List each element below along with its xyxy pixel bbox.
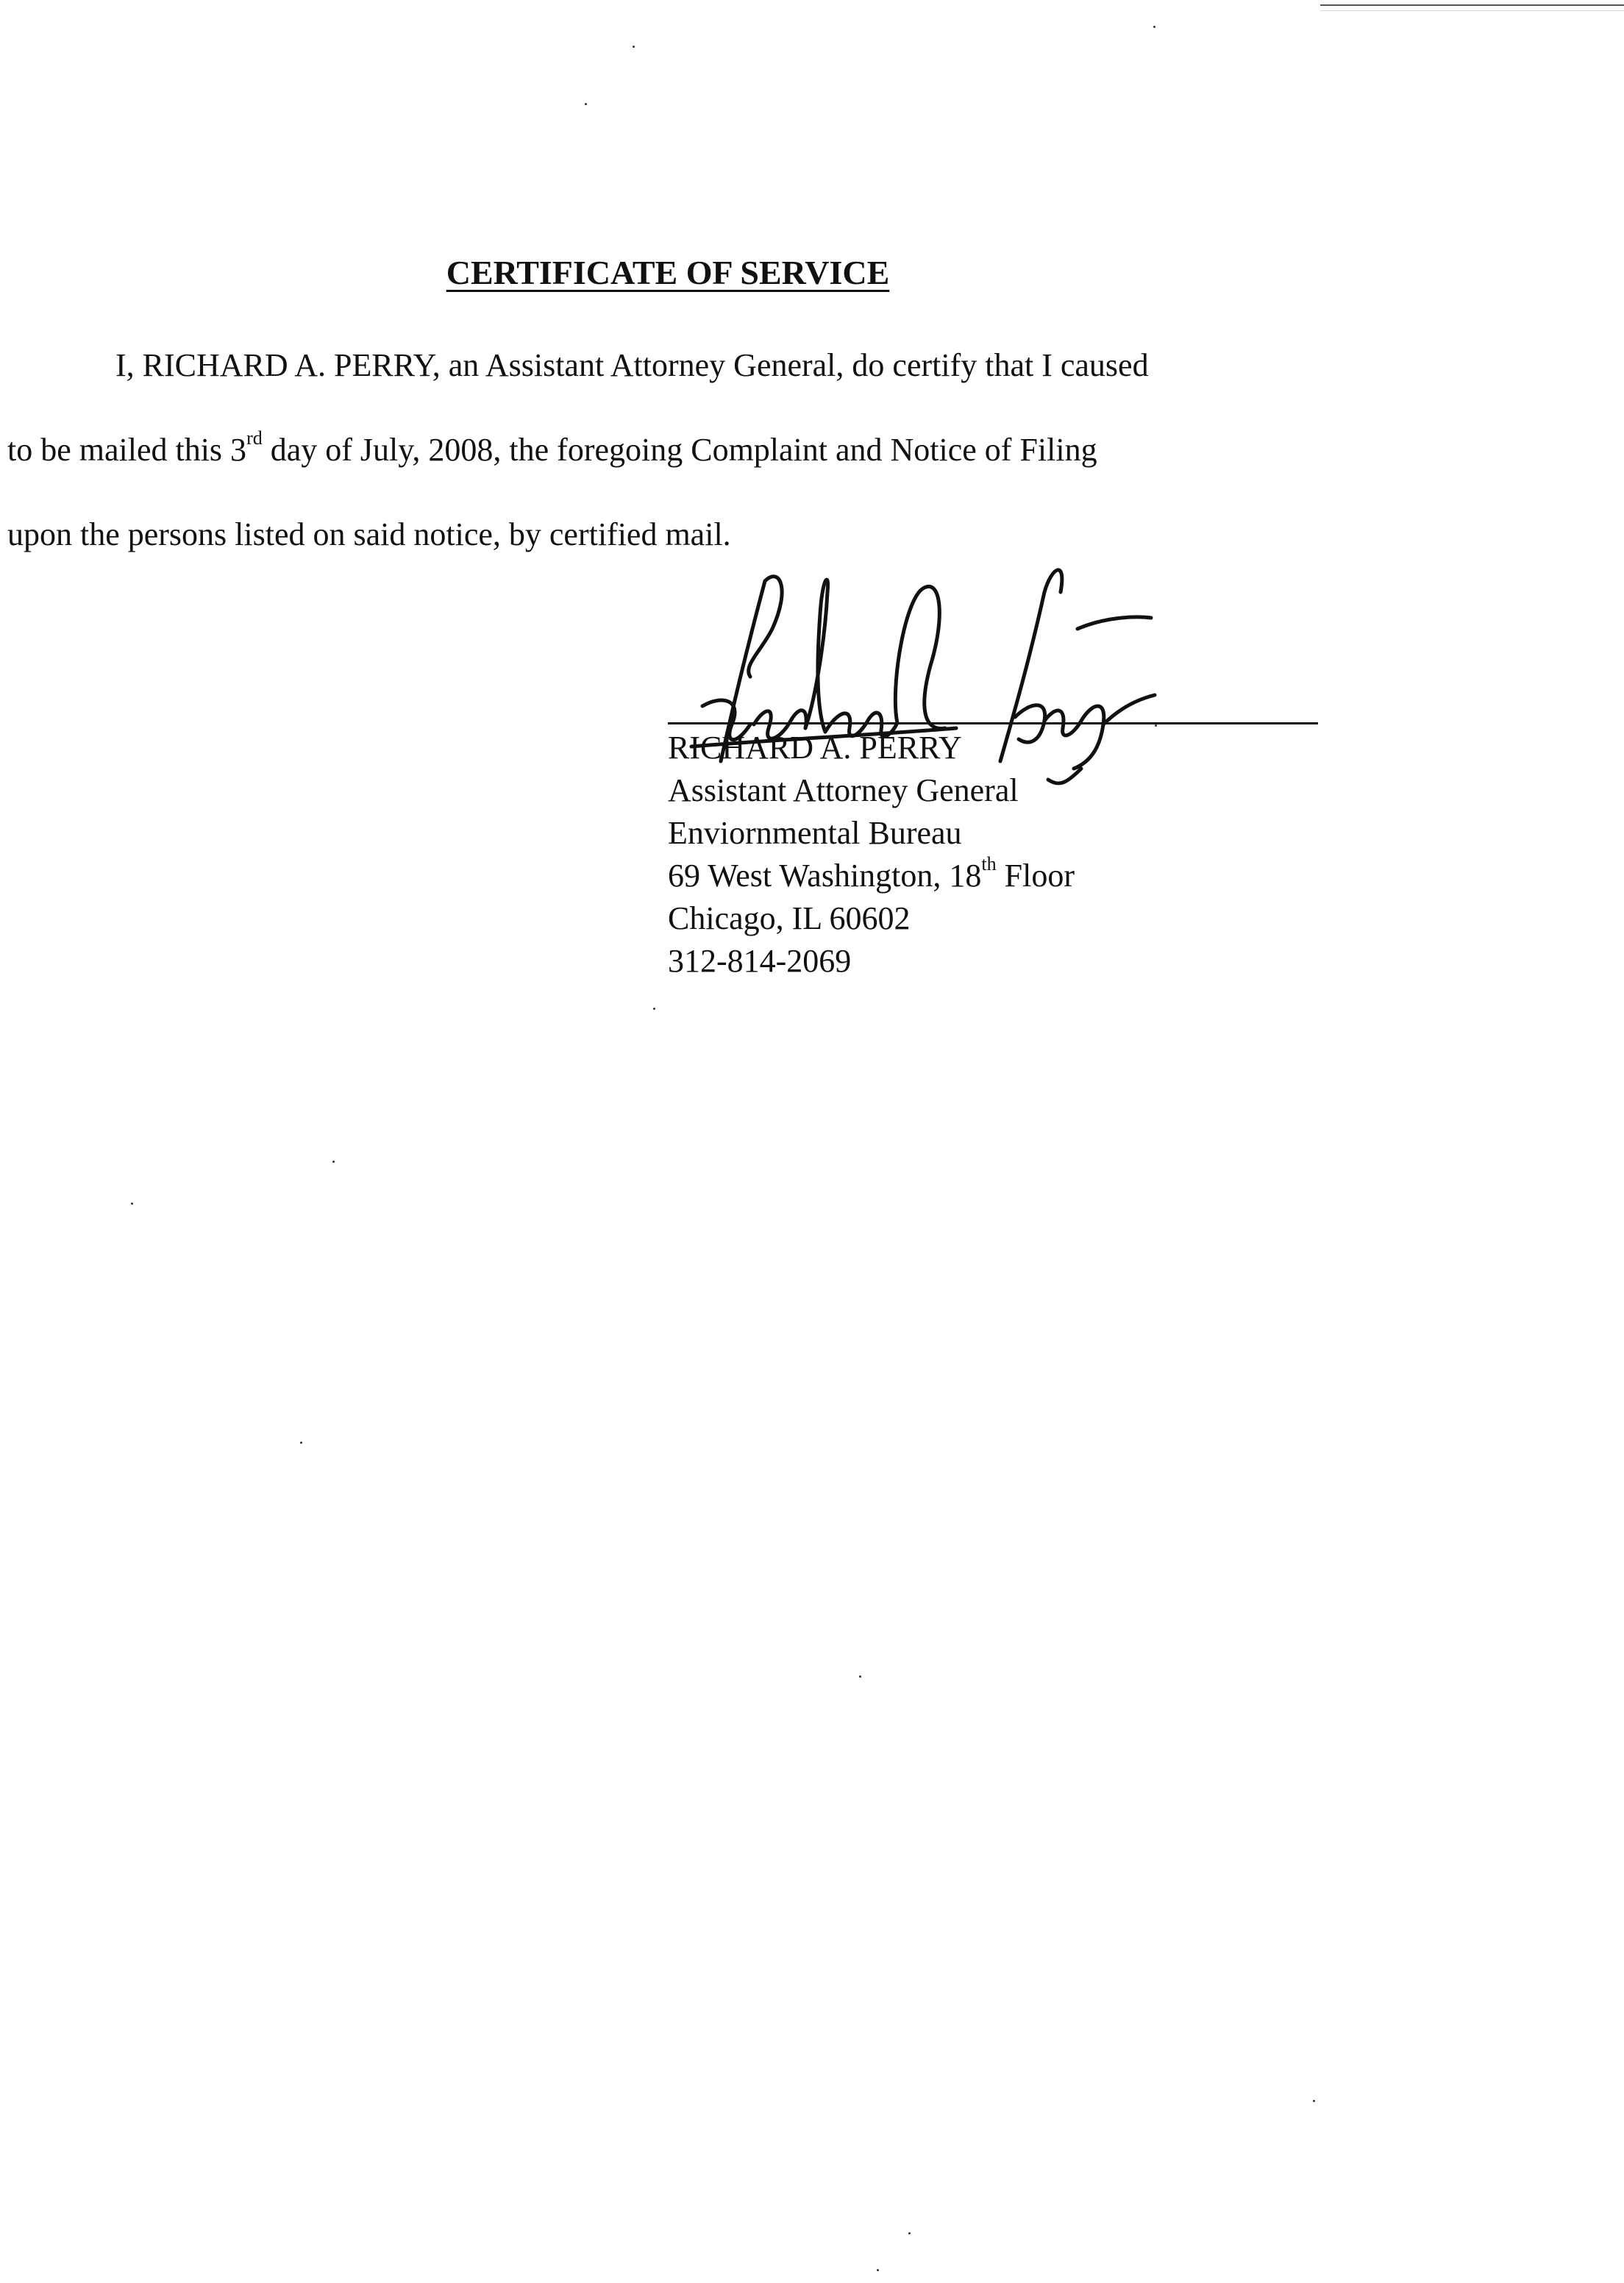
scan-speck xyxy=(300,1442,302,1444)
certification-line-2 xyxy=(7,427,1097,468)
ordinal-suffix: rd xyxy=(246,427,263,449)
signer-name: RICHARD A. PERRY xyxy=(668,730,962,766)
signer-address xyxy=(668,855,1075,897)
scan-edge-rule-faint xyxy=(1320,10,1624,11)
scan-speck xyxy=(1153,26,1155,28)
scan-speck xyxy=(131,1203,133,1205)
signer-bureau: Enviornmental Bureau xyxy=(668,815,962,851)
certification-line-1: I, RICHARD A. PERRY, an Assistant Attorney General, do certify that I caused xyxy=(115,347,1149,383)
signer-city: Chicago, IL 60602 xyxy=(668,900,911,936)
signer-phone: 312-814-2069 xyxy=(668,943,852,979)
signer-address-start: 69 West Washington, 18 xyxy=(668,858,982,894)
signer-address-end: Floor xyxy=(996,858,1075,894)
scan-speck xyxy=(859,1675,861,1678)
document-title xyxy=(0,256,1336,290)
scan-speck xyxy=(1313,2100,1315,2102)
scan-speck xyxy=(633,46,635,48)
certification-line-2-end: day of July, 2008, the foregoing Complaint and Notice of Filing xyxy=(262,432,1097,468)
scan-edge-rule xyxy=(1320,4,1624,6)
signer-title: Assistant Attorney General xyxy=(668,772,1019,808)
floor-ordinal-suffix: th xyxy=(981,853,997,875)
scan-speck xyxy=(332,1161,335,1163)
certification-line-3: upon the persons listed on said notice, by certified mail. xyxy=(7,516,731,552)
signature-line xyxy=(668,722,1318,724)
scan-speck xyxy=(1155,724,1157,727)
document-title-text: CERTIFICATE OF SERVICE xyxy=(446,254,890,291)
scan-speck xyxy=(653,1008,655,1010)
signature-block xyxy=(668,727,1075,983)
scan-speck xyxy=(585,103,587,105)
scan-speck xyxy=(877,2269,879,2271)
certification-line-2-start: to be mailed this 3 xyxy=(7,432,247,468)
scan-speck xyxy=(908,2232,911,2234)
